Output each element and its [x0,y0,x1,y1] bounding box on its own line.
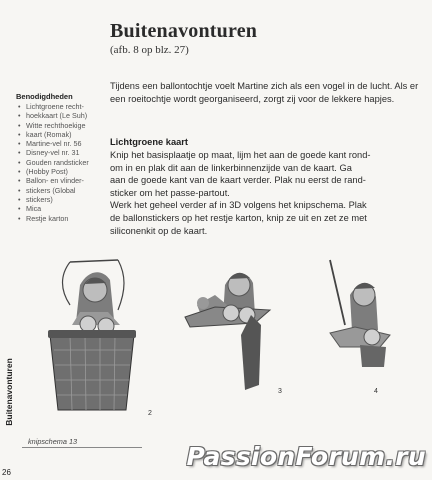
cutting-pattern-figures [0,250,432,450]
instruction-line: Knip het basisplaatje op maat, lijm het aan de goede kant rond- [110,150,371,160]
materials-list [16,102,108,223]
instruction-line: de ballonstickers op het restje karton, knip ze uit en zet ze met [110,212,367,223]
material-item-continued: • stickers) [16,195,108,204]
figure-label: 3 [278,388,282,395]
figure-label: 4 [374,388,378,395]
page-title: Buitenavonturen [110,20,258,42]
material-item: • Gouden randsticker [16,158,108,167]
balloon-passengers-illustration [175,255,285,395]
footer-divider [22,447,142,448]
material-item: • Lichtgroene recht- [16,102,108,111]
material-item-continued: • hoekkaart (Le Suh) [16,111,108,120]
material-item-continued: • stickers (Global [16,186,108,195]
material-item: • Disney-vel nr. 31 [16,148,108,157]
instruction-line: aan de goede kant van de kaart verder. Plak nu eerst de rand- [110,175,366,186]
instructions-paragraph [110,149,424,237]
page-subtitle: (afb. 8 op blz. 27) [110,44,189,56]
watermark-logo: PassionForum.ru [186,442,426,471]
material-item-continued: • (Hobby Post) [16,167,108,176]
figure-label: 2 [148,410,152,417]
figure-caption: knipschema 13 [28,437,78,446]
balloon-basket-illustration [30,250,150,420]
material-item-continued: • kaart (Romak) [16,130,108,139]
sailor-figures-illustration [300,255,410,385]
page-number: 26 [2,468,11,477]
material-item: • Ballon- en vlinder- [16,176,108,185]
materials-heading: Benodigdheden [16,92,73,101]
instruction-line: sticker om het passe-partout. [110,187,230,198]
instruction-line: siliconenkit op de kaart. [110,225,208,236]
material-item: • Mica [16,204,108,213]
materials-sidebar [16,92,108,223]
material-item: • Witte rechthoekige [16,121,108,130]
section-heading: Lichtgroene kaart [110,137,189,147]
instruction-line: Werk het geheel verder af in 3D volgens het knipschema. Plak [110,200,367,211]
intro-paragraph: Tijdens een ballontochtje voelt Martine zich als een vogel in de lucht. Als er een roeitochtje wordt georganiseerd, zorgt zij voor de lekkere hapjes. [110,81,419,104]
material-item: • Martine-vel nr. 56 [16,139,108,148]
material-item: • Restje karton [16,214,108,223]
chapter-side-label [2,352,16,432]
instruction-line: om in en plak dit aan de linkerbinnenzijde van de kaart. Ga [110,162,352,173]
chapter-side-label-text: Buitenavonturen [4,358,14,426]
